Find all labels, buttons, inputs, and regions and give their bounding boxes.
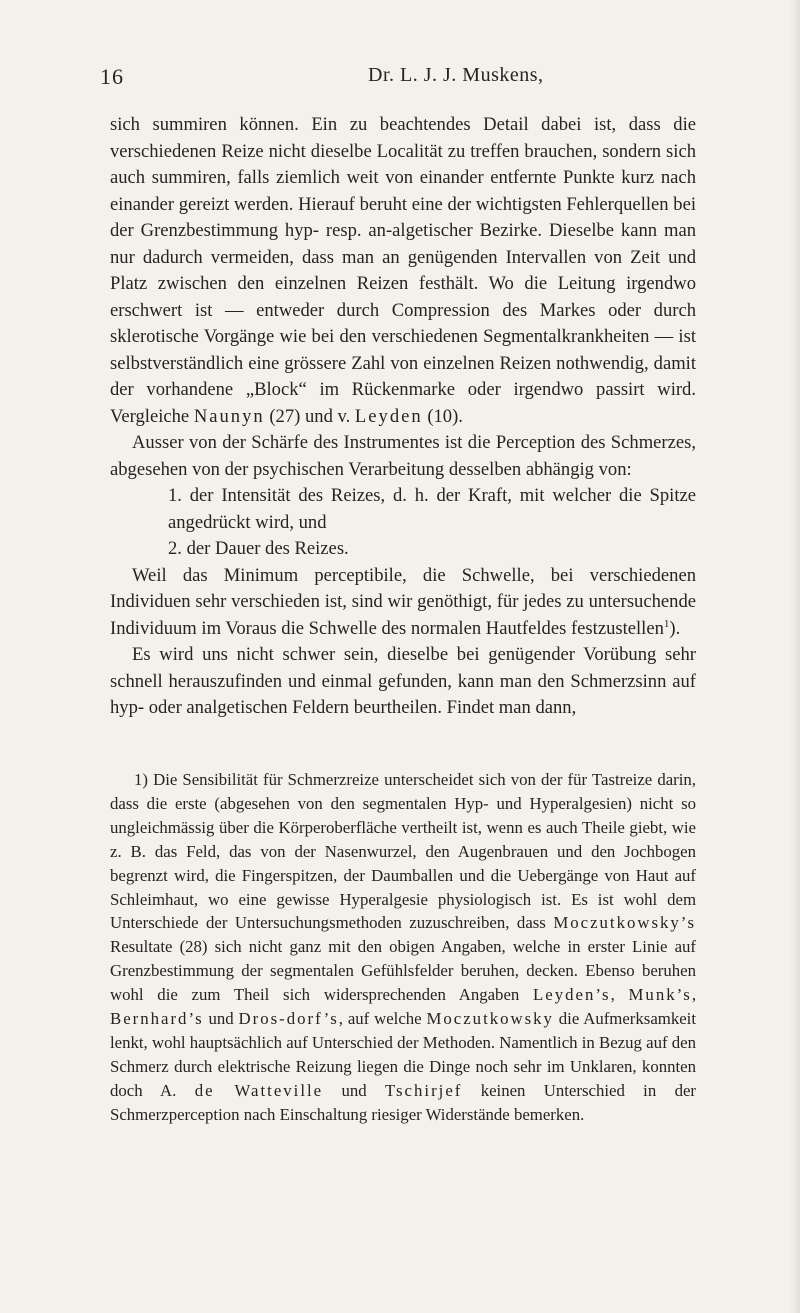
author-drosdorf: Dros-dorf’s xyxy=(238,1009,339,1029)
author-bernhard: Bernhard’s xyxy=(110,1009,204,1029)
ref-text-end: (10). xyxy=(422,405,463,427)
author-munk: Munk’s xyxy=(628,985,692,1005)
separator-2: , xyxy=(691,985,697,1005)
paragraph-1 xyxy=(110,112,696,430)
main-text xyxy=(110,112,696,722)
footnote-reference: 1 xyxy=(663,617,670,630)
author-moczutkowsky-2: Moczutkowsky xyxy=(426,1009,554,1029)
footnote-text-3: und xyxy=(203,1009,239,1029)
author-de-watteville: de Watteville xyxy=(194,1080,324,1100)
author-leyden: Leyden xyxy=(354,405,423,427)
author-leyden-fn: Leyden’s xyxy=(533,985,611,1005)
page-header xyxy=(100,64,690,94)
paragraph-3 xyxy=(110,563,696,643)
footnote-1 xyxy=(110,768,696,1127)
paragraph-4: Es wird uns nicht schwer sein, dieselbe bei genügender Vorübung sehr schnell herauszufinden und einmal gefunden, kann man den Schmerzsinn auf hyp- oder analgetischen Feldern beurtheilen. Findet man dann, xyxy=(110,644,696,718)
author-naunyn: Naunyn xyxy=(193,405,265,427)
ref-text: (27) und v. xyxy=(264,405,355,427)
author-tschirjef: Tschirjef xyxy=(384,1080,463,1100)
footnote-section xyxy=(110,768,696,1127)
list-item-2: 2. der Dauer des Reizes. xyxy=(168,538,349,559)
paragraph-2: Ausser von der Schärfe des Instrumentes ist die Perception des Schmerzes, abgesehen von der psychischen Verarbeitung desselben abhängig von: xyxy=(110,432,696,480)
footnote-text-6: und xyxy=(323,1080,385,1100)
page-number: 16 xyxy=(100,64,124,89)
paragraph-3-end: ). xyxy=(669,617,681,639)
footnote-text-2: Resultate (28) sich nicht ganz mit den obigen Angaben, welche in erster Linie auf Grenzbestimmung der segmentalen Gefühlsfelder beruhen, decken. Ebenso beruhen wohl die zum Theil sich widersprechenden Angaben xyxy=(110,937,696,1005)
page-edge-shadow xyxy=(790,0,800,1313)
author-moczutkowsky: Moczutkowsky’s xyxy=(553,913,696,933)
separator-1: , xyxy=(610,985,629,1005)
footnote-text-1: 1) Die Sensibilität für Schmerzreize unterscheidet sich von der für Tastreize darin, dass die erste (abgesehen von den segmentalen Hyp- und Hyperalgesien) nicht so ungleichmässig über die Körperoberfläche vertheilt ist, wenn es auch Theile giebt, wie z. B. das Feld, das von der Nasenwurzel, den Augenbrauen und den Jochbogen begrenzt wird, die Fingerspitzen, der Daumballen und die Uebergänge von Haut auf Schleimhaut, wo eine gewisse Hyperalgesie physiologisch ist. Es ist wohl dem Unterschiede der Untersuchungsmethoden zuzuschreiben, dass xyxy=(110,770,696,933)
paragraph-1-text: sich summiren können. Ein zu beachtendes Detail dabei ist, dass die verschiedenen Reize nicht dieselbe Localität zu treffen brauchen, sondern sich auch summiren, falls ziemlich weit von einander entfernte Punkte kurz nach einander gereizt werden. Hierauf beruht eine der wichtigsten Fehlerquellen bei der Grenzbestimmung hyp- resp. an-algetischer Bezirke. Dieselbe kann man nur dadurch vermeiden, dass man an genügenden Intervallen von Zeit und Platz zwischen den einzelnen Reizen festhält. Wo die Leitung irgendwo erschwert ist — entweder durch Compression des Markes oder durch sklerotische Vorgänge wie bei den verschiedenen Segmentalkrankheiten — ist selbstverständlich eine grössere Zahl von einzelnen Reizen nothwendig, damit der vorhandene „Block“ im Rückenmarke oder irgendwo passirt wird. Vergleiche xyxy=(110,114,696,427)
footnote-text-5: die Aufmerksamkeit lenkt, wohl hauptsächlich auf Unterschied der Methoden. Namentlich in Bezug auf den Schmerz durch elektrische Reizung liegen die Dinge noch sehr im Unklaren, konnten doch A. xyxy=(110,1009,696,1100)
paragraph-3-text: Weil das Minimum perceptibile, die Schwelle, bei verschiedenen Individuen sehr verschieden ist, sind wir genöthigt, für jedes zu untersuchende Individuum im Voraus die Schwelle des normalen Hautfeldes festzustellen xyxy=(110,564,696,639)
footnote-text-4: , auf welche xyxy=(338,1009,427,1029)
running-head: Dr. L. J. J. Muskens, xyxy=(368,64,544,86)
list-item-1: 1. der Intensität des Reizes, d. h. der Kraft, mit welcher die Spitze angedrückt wird, und xyxy=(168,485,696,533)
footnote-text-7: keinen Unterschied in der Schmerzperception nach Einschaltung riesiger Widerstände bemerken. xyxy=(110,1080,696,1124)
